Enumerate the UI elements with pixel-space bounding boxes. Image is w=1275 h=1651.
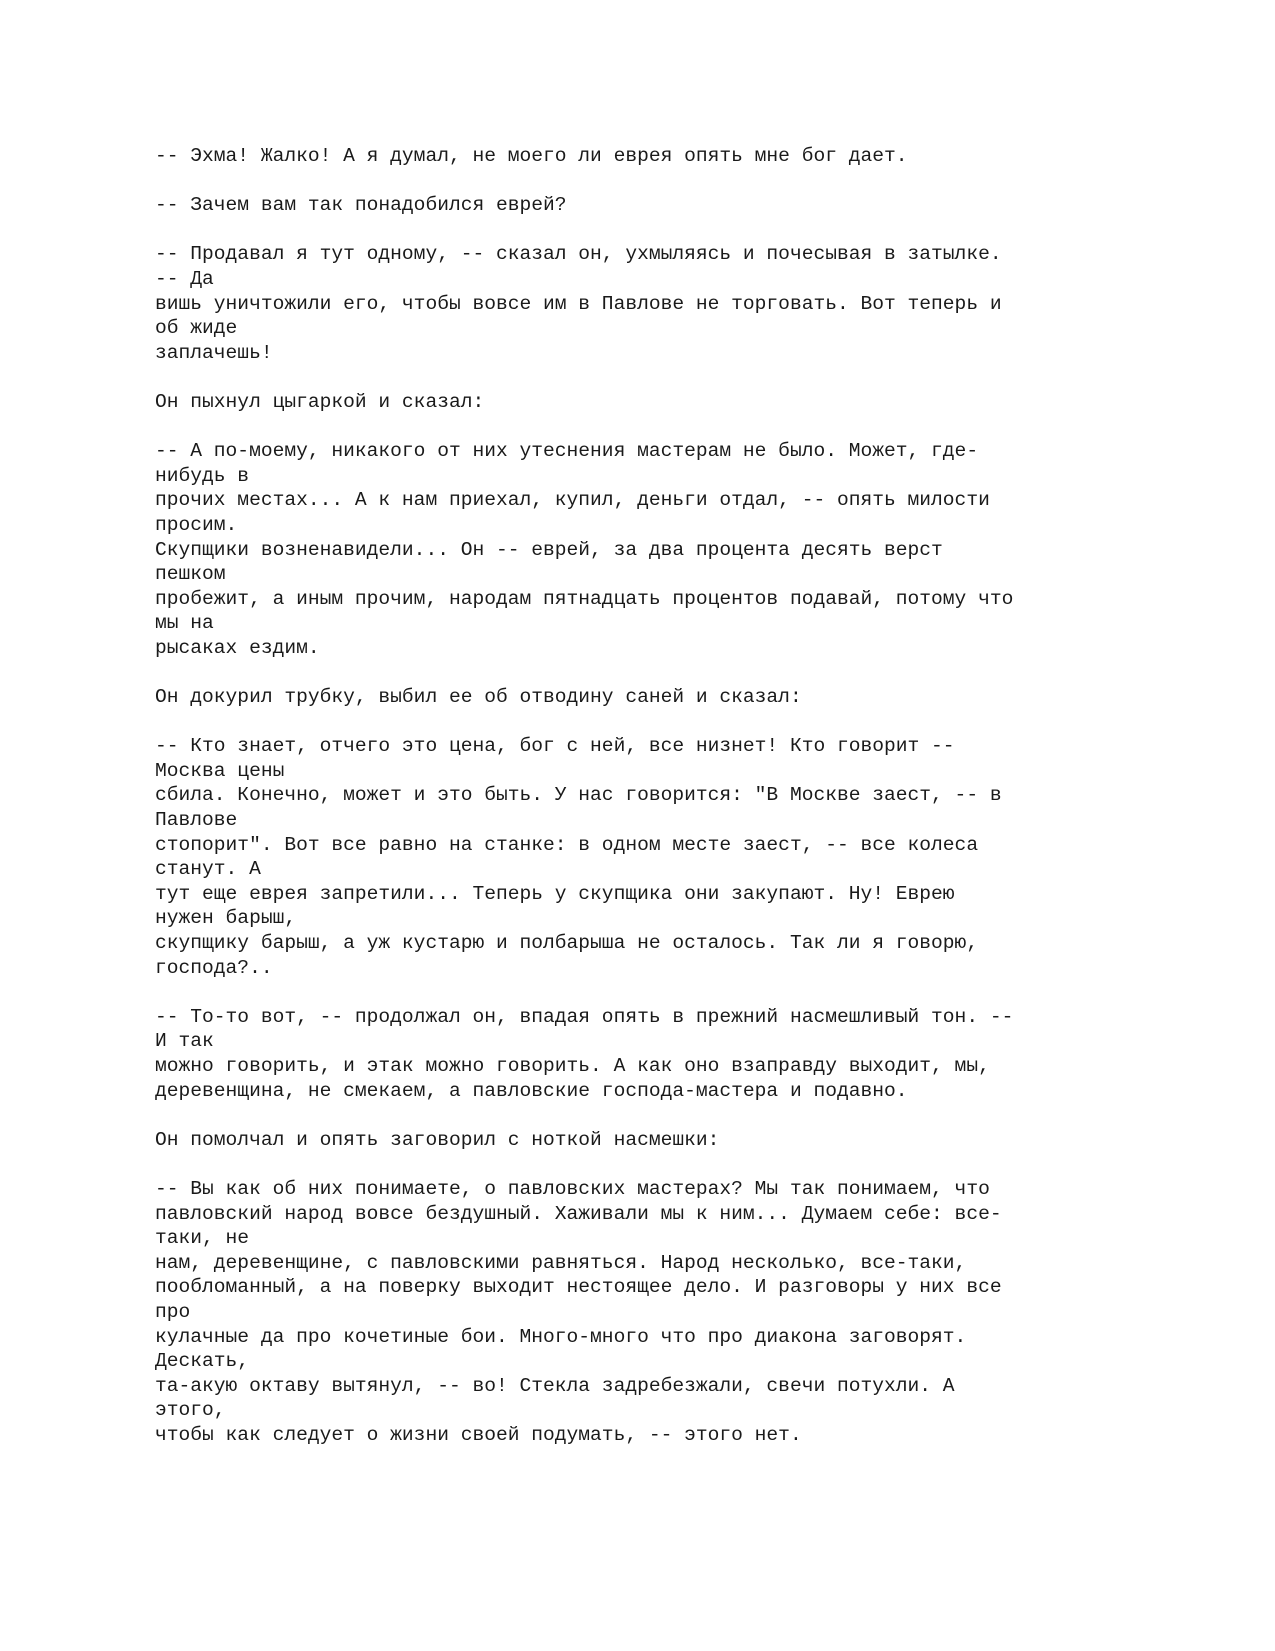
text-line: об жиде [155,317,238,340]
text-line: господа?.. [155,956,273,979]
text-line: -- Эхма! Жалко! А я думал, не моего ли еврея опять мне бог дает. [155,145,908,167]
text-line: та-акую октаву вытянул, -- во! Стекла задребезжали, свечи потухли. А [155,1374,955,1397]
text-line: можно говорить, и этак можно говорить. А как оно взаправду выходит, мы, [155,1054,990,1077]
blank-line [155,980,1155,1005]
text-line: Он помолчал и опять заговорил с ноткой насмешки: [155,1128,720,1151]
text-line: нибудь в [155,464,250,487]
text-line: -- Зачем вам так понадобился еврей? [155,194,567,217]
blank-line [155,169,1155,194]
text-line: мы на [155,612,214,635]
text-line: -- То-то вот, -- продолжал он, впадая опять в прежний насмешливый тон. -- [155,1005,1014,1028]
text-line: сбила. Конечно, может и это быть. У нас говорится: "В Москве заест, -- в [155,784,1002,807]
text-line: прочих местах... А к нам приехал, купил, деньги отдал, -- опять милости [155,489,990,512]
text-line: стопорит". Вот все равно на станке: в одном месте заест, -- все колеса [155,833,979,856]
text-line: рысаках ездим. [155,636,320,659]
text-line: вишь уничтожили его, чтобы вовсе им в Павлове не торговать. Вот теперь и [155,292,1002,315]
text-line: тут еще еврея запретили... Теперь у скупщика они закупают. Ну! Еврею [155,882,955,905]
document-text [155,144,1155,1447]
text-line: чтобы как следует о жизни своей подумать, -- этого нет. [155,1423,802,1446]
text-line: деревенщина, не смекаем, а павловские господа-мастера и подавно. [155,1079,908,1102]
text-line: заплачешь! [155,341,273,364]
blank-line [155,710,1155,735]
text-line: про [155,1300,191,1323]
blank-line [155,1103,1155,1128]
text-line: Москва цены [155,759,285,782]
text-line: пробежит, а иным прочим, народам пятнадцать процентов подавай, потому что [155,587,1014,610]
text-line: -- А по-моему, никакого от них утеснения мастерам не было. Может, где- [155,440,979,463]
text-line: Он докурил трубку, выбил ее об отводину саней и сказал: [155,686,802,709]
blank-line [155,365,1155,390]
text-line: Дескать, [155,1350,250,1373]
text-line: просим. [155,513,238,536]
text-line: этого, [155,1399,226,1422]
blank-line [155,660,1155,685]
text-line: -- Кто знает, отчего это цена, бог с ней, все низнет! Кто говорит -- [155,735,955,758]
text-line: павловский народ вовсе бездушный. Хаживали мы к ним... Думаем себе: все- [155,1202,1002,1225]
blank-line [155,218,1155,243]
text-line: -- Да [155,267,214,290]
text-line: И так [155,1030,214,1053]
text-line: пешком [155,563,226,586]
text-line: Он пыхнул цыгаркой и сказал: [155,390,485,413]
text-line: кулачные да про кочетиные бои. Много-много что про диакона заговорят. [155,1325,967,1348]
text-line: пообломанный, а на поверку выходит нестоящее дело. И разговоры у них все [155,1276,1002,1299]
text-line: нам, деревенщине, с павловскими равняться. Народ несколько, все-таки, [155,1251,967,1274]
text-line: -- Вы как об них понимаете, о павловских мастерах? Мы так понимаем, что [155,1177,990,1200]
blank-line [155,1152,1155,1177]
blank-line [155,415,1155,440]
text-line: нужен барыш, [155,907,297,930]
text-line: таки, не [155,1227,250,1250]
text-line: Павлове [155,809,238,832]
text-line: -- Продавал я тут одному, -- сказал он, ухмыляясь и почесывая в затылке. [155,243,1002,266]
text-line: Скупщики возненавидели... Он -- еврей, за два процента десять верст [155,538,943,561]
text-line: скупщику барыш, а уж кустарю и полбарыша не осталось. Так ли я говорю, [155,932,979,954]
text-line: станут. А [155,858,261,881]
